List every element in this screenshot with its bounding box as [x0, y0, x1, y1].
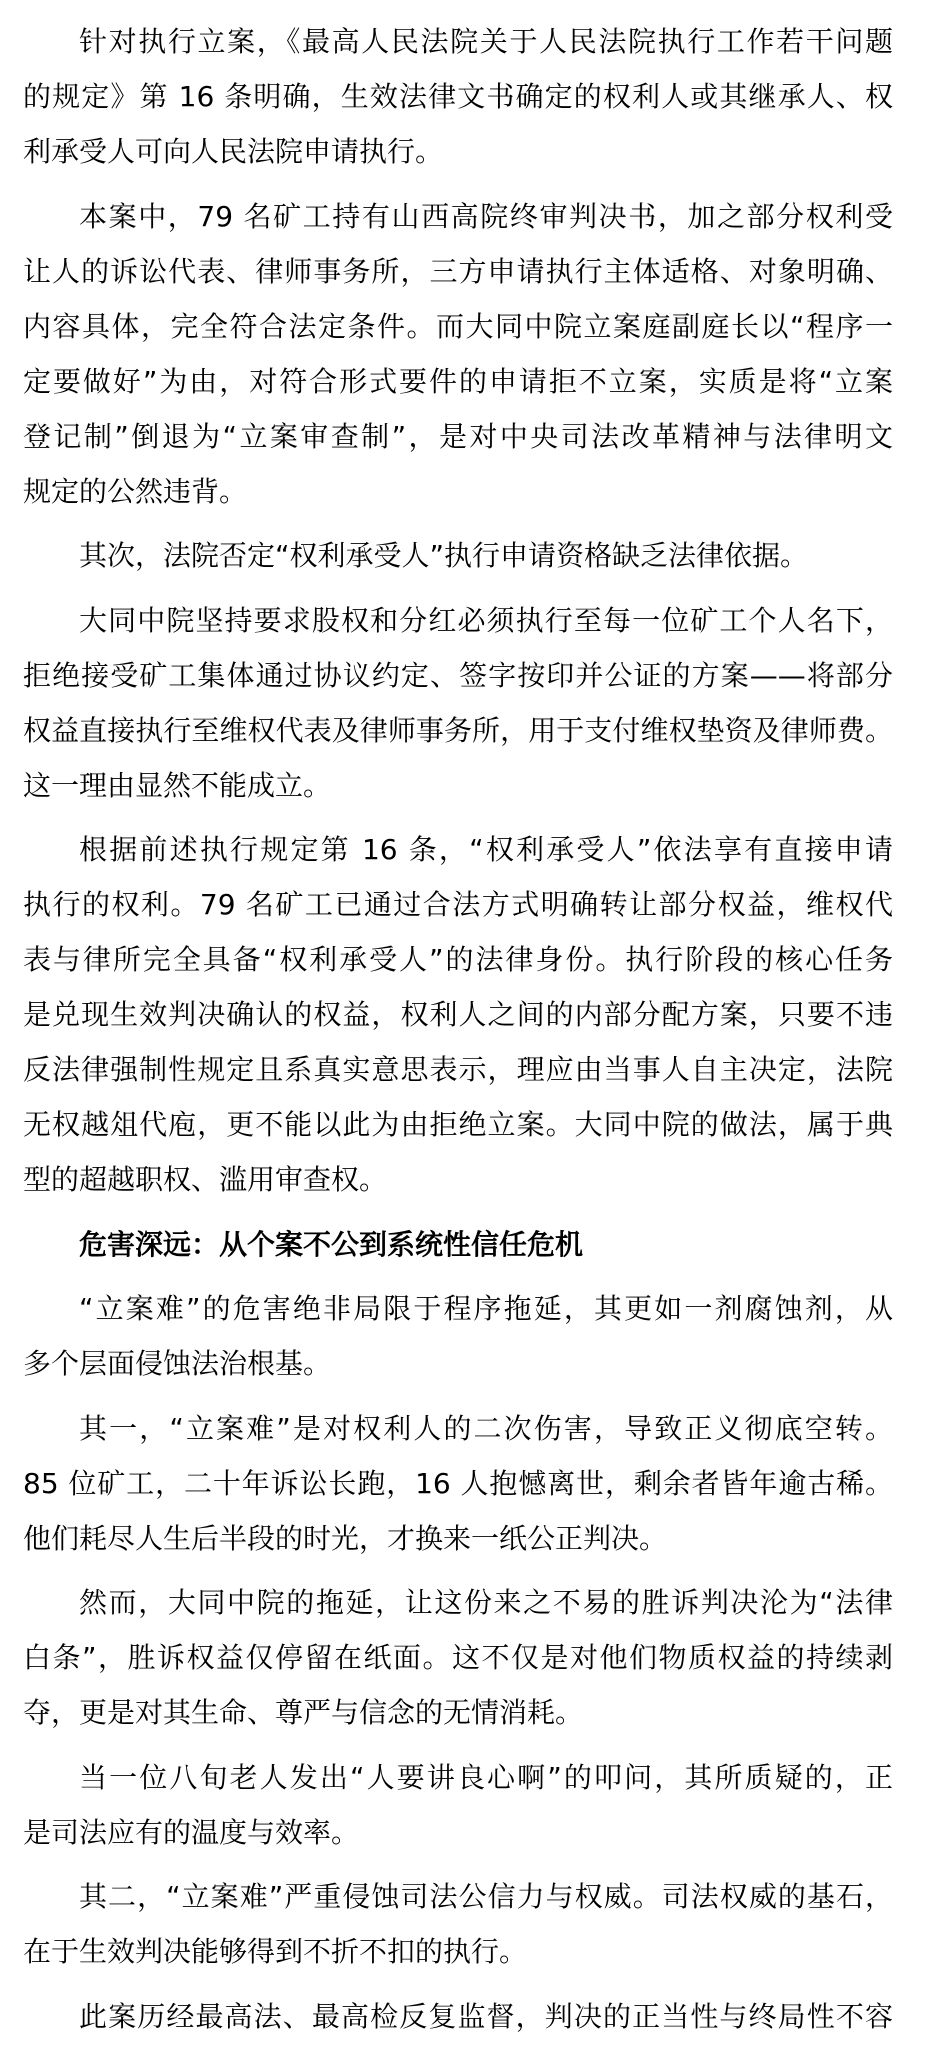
- text-line: 型的超越职权、滥用审查权。: [23, 1163, 388, 1196]
- text-line: 此案历经最高法、最高检反复监督，判决的正当性与终局性不容: [79, 1999, 893, 2033]
- section-heading: 危害深远：从个案不公到系统性信任危机: [79, 1227, 584, 1261]
- paragraph: [23, 189, 893, 519]
- text-line: 的规定》第 16 条明确，生效法律文书确定的权利人或其继承人、权: [23, 80, 893, 113]
- text-line: 本案中，79 名矿工持有山西高院终审判决书，加之部分权利受: [79, 199, 893, 233]
- text-line: 登记制”倒退为“立案审查制”，是对中央司法改革精神与法律明文: [23, 419, 893, 453]
- text-line: 定要做好”为由，对符合形式要件的申请拒不立案，实质是将“立案: [23, 364, 893, 398]
- text-line: 夺，更是对其生命、尊严与信念的无情消耗。: [23, 1696, 584, 1729]
- paragraph: [23, 528, 893, 583]
- paragraph: [23, 14, 893, 179]
- text-line: 大同中院坚持要求股权和分红必须执行至每一位矿工个人名下，: [79, 603, 893, 637]
- text-line: 其二，“立案难”严重侵蚀司法公信力与权威。司法权威的基石，: [79, 1880, 893, 1913]
- paragraph: [23, 1750, 893, 1860]
- text-line: 根据前述执行规定第 16 条，“权利承受人”依法享有直接申请: [79, 833, 893, 866]
- text-line: 让人的诉讼代表、律师事务所，三方申请执行主体适格、对象明确、: [23, 254, 893, 288]
- text-line: 权益直接执行至维权代表及律师事务所，用于支付维权垫资及律师费。: [23, 713, 893, 747]
- text-line: 无权越俎代庖，更不能以此为由拒绝立案。大同中院的做法，属于典: [23, 1108, 893, 1141]
- paragraph: [23, 1575, 893, 1740]
- text-line: 针对执行立案，《最高人民法院关于人民法院执行工作若干问题: [79, 25, 893, 58]
- text-line: 他们耗尽人生后半段的时光，才换来一纸公正判决。: [23, 1521, 668, 1555]
- paragraph: [23, 822, 893, 1207]
- paragraph: [23, 1869, 893, 1979]
- paragraph: [23, 1401, 893, 1566]
- text-line: 是兑现生效判决确认的权益，权利人之间的内部分配方案，只要不违: [23, 998, 893, 1031]
- text-line: 拒绝接受矿工集体通过协议约定、签字按印并公证的方案——将部分: [23, 658, 893, 692]
- text-line: 白条”，胜诉权益仅停留在纸面。这不仅是对他们物质权益的持续剥: [23, 1641, 893, 1674]
- text-line: 这一理由显然不能成立。: [23, 768, 332, 802]
- paragraph: [23, 1281, 893, 1391]
- text-line: 85 位矿工，二十年诉讼长跑，16 人抱憾离世，剩余者皆年逾古稀。: [23, 1466, 893, 1500]
- text-line: 内容具体，完全符合法定条件。而大同中院立案庭副庭长以“程序一: [23, 309, 893, 343]
- text-line: 然而，大同中院的拖延，让这份来之不易的胜诉判决沦为“法律: [79, 1586, 893, 1619]
- text-line: 是司法应有的温度与效率。: [23, 1815, 360, 1849]
- text-line: 反法律强制性规定且系真实意思表示，理应由当事人自主决定，法院: [23, 1053, 893, 1086]
- paragraph: [23, 1989, 893, 2044]
- text-line: 规定的公然违背。: [23, 474, 248, 508]
- paragraph: [23, 593, 893, 813]
- text-line: 当一位八旬老人发出“人要讲良心啊”的叩问，其所质疑的，正: [79, 1760, 893, 1794]
- text-line: 执行的权利。79 名矿工已通过合法方式明确转让部分权益，维权代: [23, 888, 893, 921]
- text-line: 其一，“立案难”是对权利人的二次伤害，导致正义彻底空转。: [79, 1411, 893, 1445]
- text-line: “立案难”的危害绝非局限于程序拖延，其更如一剂腐蚀剂，从: [79, 1292, 893, 1325]
- text-line: 在于生效判决能够得到不折不扣的执行。: [23, 1935, 528, 1968]
- text-line: 表与律所完全具备“权利承受人”的法律身份。执行阶段的核心任务: [23, 943, 893, 976]
- text-line: 其次，法院否定“权利承受人”执行申请资格缺乏法律依据。: [79, 539, 809, 572]
- text-line: 利承受人可向人民法院申请执行。: [23, 135, 444, 168]
- text-line: 多个层面侵蚀法治根基。: [23, 1347, 332, 1380]
